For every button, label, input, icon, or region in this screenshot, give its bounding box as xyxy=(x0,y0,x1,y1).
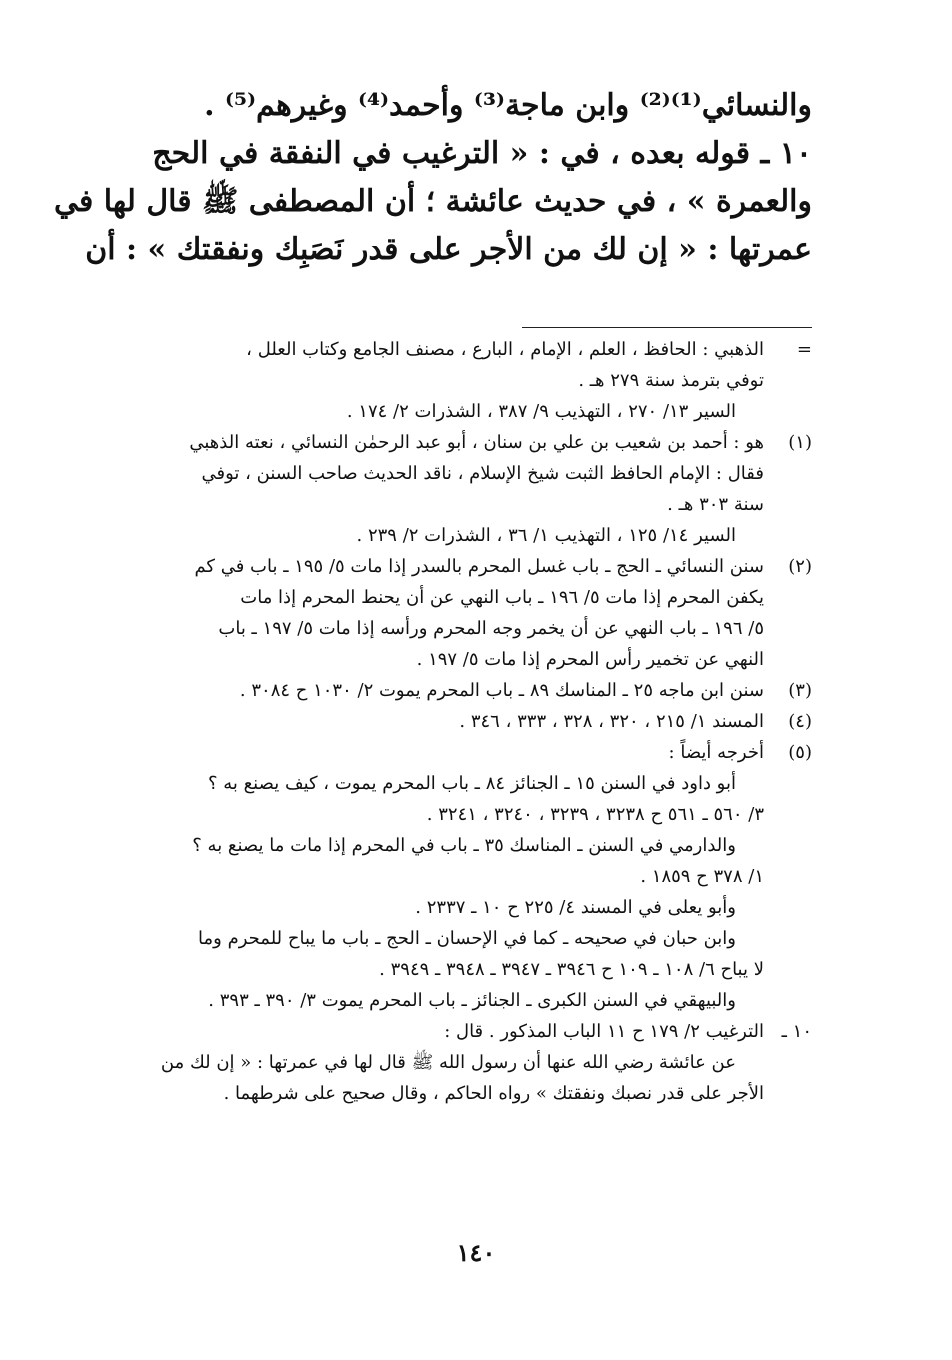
footnote-2 xyxy=(112,551,812,675)
footnote-line: أخرجه أيضاً : xyxy=(668,742,764,763)
main-text xyxy=(54,82,812,274)
footnote-marker: ١٠ ـ xyxy=(781,1021,812,1042)
footnote-3 xyxy=(112,675,812,706)
footnote-ref-line: عن عائشة رضي الله عنها أن رسول الله ﷺ قال لها في عمرتها : « إن لك من xyxy=(160,1052,736,1073)
main-line: والعمرة » ، في حديث عائشة ؛ أن المصطفى ﷺ قال لها في xyxy=(54,184,812,219)
footnote-line: النهي عن تخمير رأس المحرم إذا مات ٥/ ١٩٧ . xyxy=(416,649,764,670)
footnote-5 xyxy=(112,737,812,1016)
footnote-ref-line: السير ١٤/ ١٢٥ ، التهذيب ١/ ٣٦ ، الشذرات ٢/ ٢٣٩ . xyxy=(356,525,736,546)
footnote-ref-line: وابن حبان في صحيحه ـ كما في الإحسان ـ الحج ـ باب ما يباح للمحرم وما xyxy=(198,928,736,949)
main-line: ١٠ ـ قوله بعده ، في : « الترغيب في النفقة في الحج xyxy=(152,136,812,171)
footnote-separator xyxy=(522,327,812,328)
footnote-line: المسند ١/ ٢١٥ ، ٣٢٠ ، ٣٢٨ ، ٣٣٣ ، ٣٤٦ . xyxy=(459,711,764,732)
footnote-marker: (٤) xyxy=(788,711,812,732)
footnote-line: سنن ابن ماجه ٢٥ ـ المناسك ٨٩ ـ باب المحرم يموت ٢/ ١٠٣٠ ح ٣٠٨٤ . xyxy=(239,680,764,701)
footnote-ref-line: وأبو يعلى في المسند ٤/ ٢٢٥ ح ١٠ ـ ٢٣٣٧ . xyxy=(415,897,736,918)
footnote-line: ٥/ ١٩٦ ـ باب النهي عن أن يخمر وجه المحرم ورأسه إذا مات ٥/ ١٩٧ ـ باب xyxy=(218,618,764,639)
footnote-marker: (٣) xyxy=(788,680,812,701)
footnote-ref-line: السير ١٣/ ٢٧٠ ، التهذيب ٩/ ٣٨٧ ، الشذرات ٢/ ١٧٤ . xyxy=(346,401,736,422)
main-line: عمرتها : « إن لك من الأجر على قدر نَصَبِك ونفقتك » : أن xyxy=(85,232,812,267)
footnote-ref-line: الأجر على قدر نصبك ونفقتك » رواه الحاكم ، وقال صحيح على شرطهما . xyxy=(223,1083,764,1104)
footnote-marker: (٢) xyxy=(788,556,812,577)
footnote-line: سنة ٣٠٣ هـ . xyxy=(667,494,764,515)
footnote-ref-line: ١/ ٣٧٨ ح ١٨٥٩ . xyxy=(640,866,764,887)
footnote-4 xyxy=(112,706,812,737)
footnote-line: يكفن المحرم إذا مات ٥/ ١٩٦ ـ باب النهي عن أن يحنط المحرم إذا مات xyxy=(240,587,764,608)
footnote-ref-line: ۳/ ٥٦٠ ـ ٥٦١ ح ٣٢٣٨ ، ٣٢٣٩ ، ٣٢٤٠ ، ٣٢٤١ . xyxy=(426,804,764,825)
footnote-marker: = xyxy=(796,339,812,360)
footnote-ref-line: والدارمي في السنن ـ المناسك ٣٥ ـ باب في المحرم إذا مات ما يصنع به ؟ xyxy=(192,835,736,856)
main-line: والنسائي⁽¹⁾⁽²⁾ وابن ماجة⁽³⁾ وأحمد⁽⁴⁾ وغيرهم⁽⁵⁾ . xyxy=(204,88,812,123)
footnote-line: هو : أحمد بن شعيب بن علي بن سنان ، أبو عبد الرحمٰن النسائي ، نعته الذهبي xyxy=(189,432,764,453)
footnote-line: الذهبي : الحافظ ، العلم ، الإمام ، البارع ، مصنف الجامع وكتاب العلل ، xyxy=(246,339,764,360)
footnote-ref-line: أبو داود في السنن ١٥ ـ الجنائز ٨٤ ـ باب المحرم يموت ، كيف يصنع به ؟ xyxy=(207,773,736,794)
footnote-continued xyxy=(112,334,812,427)
page-number: ١٤٠ xyxy=(456,1238,496,1267)
footnotes xyxy=(112,334,812,1109)
footnote-ref-line: لا يباح ٦/ ١٠٨ ـ ١٠٩ ح ٣٩٤٦ ـ ٣٩٤٧ ـ ٣٩٤٨ ـ ٣٩٤٩ . xyxy=(379,959,764,980)
footnote-marker: (٥) xyxy=(788,742,812,763)
footnote-line: فقال : الإمام الحافظ الثبت شيخ الإسلام ، ناقد الحديث صاحب السنن ، توفي xyxy=(201,463,764,484)
footnote-10 xyxy=(112,1016,812,1109)
footnote-marker: (١) xyxy=(788,432,812,453)
footnote-line: الترغيب ٢/ ١٧٩ ح ١١ الباب المذكور . قال : xyxy=(444,1021,764,1042)
footnote-ref-line: والبيهقي في السنن الكبرى ـ الجنائز ـ باب المحرم يموت ٣/ ٣٩٠ ـ ٣٩٣ . xyxy=(208,990,736,1011)
footnote-line: سنن النسائي ـ الحج ـ باب غسل المحرم بالسدر إذا مات ٥/ ١٩٥ ـ باب في كم xyxy=(194,556,764,577)
footnote-line: توفي بترمذ سنة ٢٧٩ هـ . xyxy=(578,370,764,391)
footnote-1 xyxy=(112,427,812,551)
